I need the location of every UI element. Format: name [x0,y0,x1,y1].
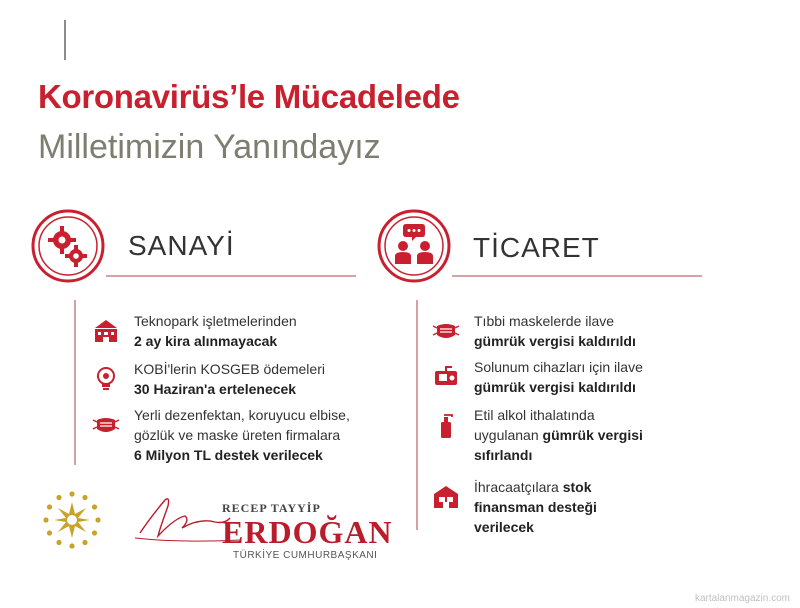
item-text-line: Yerli dezenfektan, koruyucu elbise, [134,407,350,423]
item-bold-text: gümrük vergisi kaldırıldı [474,379,636,395]
item-bold-text: 6 Milyon TL destek verilecek [134,447,323,463]
section-vertical-rule [416,300,418,530]
item-bold-text: stok [562,479,592,495]
item-text-line: KOBİ'lerin KOSGEB ödemeleri [134,361,325,377]
presidential-seal-icon [40,488,104,552]
lightbulb-gear-icon [92,365,120,393]
item-bold-text: verilecek [474,519,534,535]
watermark: kartalanmagazin.com [694,593,790,604]
list-item [432,357,643,397]
list-item [92,359,325,399]
respirator-icon [432,363,460,391]
list-item [92,311,297,351]
item-text-line: Tıbbi maskelerde ilave [474,313,615,329]
page-title: Koronavirüs’le Mücadelede [38,78,460,115]
people-chat-icon [376,208,452,284]
signature-title: TÜRKİYE CUMHURBAŞKANI [233,550,378,561]
mask-icon [432,317,460,345]
item-bold-text: 30 Haziran'a ertelenecek [134,381,297,397]
section-divider [106,275,356,277]
item-text-line: Etil alkol ithalatında [474,407,595,423]
list-item [92,405,350,465]
top-divider [64,20,66,60]
list-item [432,477,597,537]
item-bold-text: sıfırlandı [474,447,533,463]
item-text-line: gözlük ve maske üreten firmalara [134,427,341,443]
item-text-inline: uygulanan [474,427,543,443]
item-text-line: Teknopark işletmelerinden [134,313,297,329]
signature-first-names: RECEP TAYYİP [222,501,321,515]
warehouse-icon [432,483,460,511]
building-icon [92,317,120,345]
list-item [432,311,636,351]
item-bold-text: finansman desteği [474,499,597,515]
section-title-ticaret: TİCARET [473,232,600,263]
section-title-sanayi: SANAYİ [128,230,235,261]
signature-surname: ERDOĞAN [222,514,393,550]
item-bold-text: gümrük vergisi [542,427,643,443]
section-divider [452,275,702,277]
item-text-inline: İhracaatçılara [474,479,563,495]
item-text-line: Solunum cihazları için ilave [474,359,643,375]
item-bold-text: 2 ay kira alınmayacak [134,333,278,349]
gears-icon [30,208,106,284]
list-item [432,405,643,465]
item-bold-text: gümrük vergisi kaldırıldı [474,333,636,349]
page-subtitle: Milletimizin Yanındayız [38,128,381,166]
mask-icon [92,411,120,439]
section-vertical-rule [74,300,76,465]
sanitizer-bottle-icon [432,411,460,439]
